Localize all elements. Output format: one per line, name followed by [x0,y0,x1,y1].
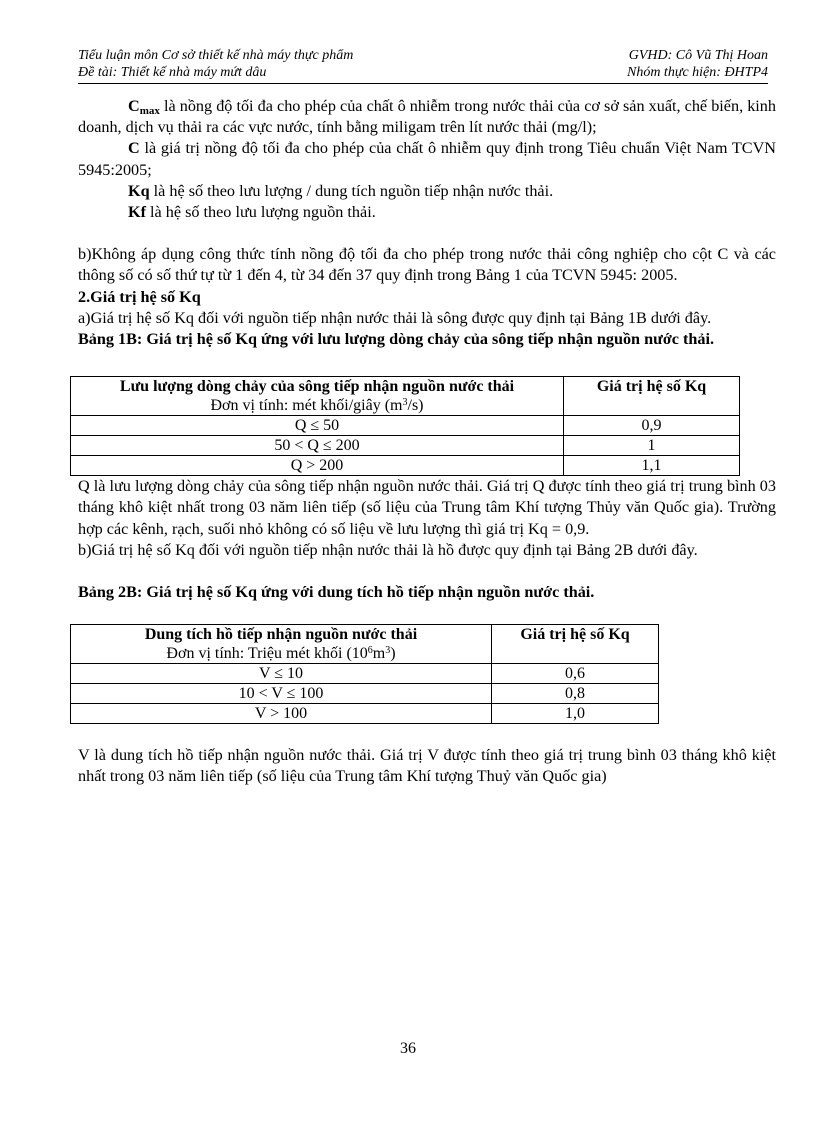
paragraph-q: Q là lưu lượng dòng chảy của sông tiếp nhận nguồn nước thải. Giá trị Q được tính theo giá trị trung bình 03 tháng khô kiệt nhất trong 03 năm liên tiếp (số liệu của Trung tâm Khí tượng Thủy văn Quốc gia). Trường hợp các kênh, rạch, suối nhỏ không có số liệu về lưu lượng thì giá trị Kq = 0,9. [78,477,776,538]
table1-caption: Bảng 1B: Giá trị hệ số Kq ứng với lưu lượng dòng chảy của sông tiếp nhận nguồn nước thải. [78,330,715,349]
table-row [71,436,740,456]
table-row [71,456,740,476]
header-row-2 [78,64,768,82]
header-row-1 [78,47,768,65]
paragraph-a: a)Giá trị hệ số Kq đối với nguồn tiếp nhận nước thải là sông được quy định tại Bảng 1B dưới đây. [78,308,712,327]
table-cell: Q > 200 [71,456,564,476]
table-cell: V ≤ 10 [71,664,492,684]
header-topic: Đề tài: Thiết kế nhà máy mứt dâu [78,65,267,80]
paragraph-cmax: $C_{max}$ là nồng độ tối đa cho phép của chất ô nhiễm trong nước thải của cơ sở sản xuất, chế biến, kinh doanh, dịch vụ thải ra các vực nước, tính bằng miligam trên lít nước thải (mg/l); [78,97,776,137]
paragraph-v: V là dung tích hồ tiếp nhận nguồn nước thải. Giá trị V được tính theo giá trị trung bình 03 tháng khô kiệt nhất trong 03 năm liên tiếp (số liệu của Trung tâm Khí tượng Thuỷ văn Quốc gia) [78,746,776,786]
paragraph-kq: Kq là hệ số theo lưu lượng / dung tích nguồn tiếp nhận nước thải. [128,181,554,200]
header-group: Nhóm thực hiện: ĐHTP4 [626,65,768,80]
table-column-header: Dung tích hồ tiếp nhận nguồn nước thải Đơn vị tính: Triệu mét khối $(10^6m^3)$ [71,625,492,664]
document-body [78,96,776,788]
symbol-cmax: $C_{max}$ [128,97,160,117]
table-1b [70,376,740,476]
table-column-header: Lưu lượng dòng chảy của sông tiếp nhận nguồn nước thải Đơn vị tính: mét khối/giây $(m^3/s)$ [71,377,564,416]
table2-caption: Bảng 2B: Giá trị hệ số Kq ứng với dung tích hồ tiếp nhận nguồn nước thải. [78,583,595,602]
table-row [71,684,659,704]
paragraph-b1: b)Không áp dụng công thức tính nồng độ tối đa cho phép trong nước thải công nghiệp cho cột C và các thông số có số thứ tự từ 1 đến 4, từ 34 đến 37 quy định trong Bảng 1 của TCVN 5945: 2005. [78,245,776,285]
table-cell: 0,9 [564,416,740,436]
table-cell: 0,6 [492,664,659,684]
table-column-header: Giá trị hệ số Kq [492,625,659,664]
paragraph-c: C là giá trị nồng độ tối đa cho phép của chất ô nhiễm quy định trong Tiêu chuẩn Việt Nam TCVN 5945:2005; [78,139,776,179]
table-cell: Q ≤ 50 [71,416,564,436]
table-cell: 1,1 [564,456,740,476]
header-instructor: GVHD: Cô Vũ Thị Hoan [628,48,768,63]
paragraph-b2: b)Giá trị hệ số Kq đối với nguồn tiếp nhận nước thải là hồ được quy định tại Bảng 2B dưới đây. [78,540,698,559]
symbol-c: C [128,139,140,158]
table-cell: 0,8 [492,684,659,704]
paragraph-kf: Kf là hệ số theo lưu lượng nguồn thải. [128,203,376,222]
table-cell: 10 < V ≤ 100 [71,684,492,704]
table-row [71,416,740,436]
table-row [71,664,659,684]
table-cell: V > 100 [71,704,492,724]
table-cell: 1 [564,436,740,456]
table-cell: 1,0 [492,704,659,724]
table-header-row [71,377,740,416]
section-heading-kq: 2.Giá trị hệ số Kq [78,287,201,306]
header-divider [78,83,768,84]
table-2b [70,624,659,724]
table-row [71,704,659,724]
symbol-kq: Kq [128,181,150,200]
header-course-title: Tiểu luận môn Cơ sở thiết kế nhà máy thực phẩm [78,48,354,63]
table-header-row [71,625,659,664]
table-column-header: Giá trị hệ số Kq [564,377,740,416]
symbol-kf: Kf [128,203,146,222]
table-cell: 50 < Q ≤ 200 [71,436,564,456]
page-number: 36 [400,1040,416,1057]
